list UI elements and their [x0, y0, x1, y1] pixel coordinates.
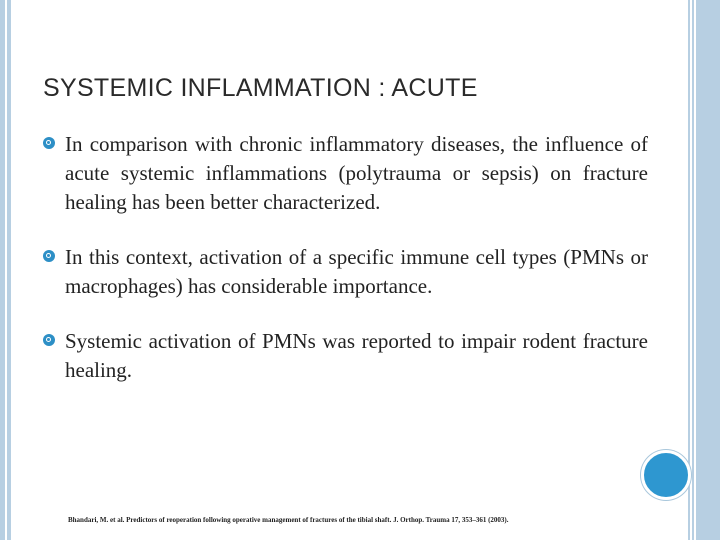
decorative-circle [641, 450, 691, 500]
bullet-list [43, 130, 648, 411]
left-frame-border [0, 0, 11, 540]
bullet-item [43, 130, 648, 217]
reference-citation: Bhandari, M. et al. Predictors of reoperation following operative management of fractures of the tibial shaft. J. Orthop. Trauma 17, 353–361 (2003). [68, 516, 509, 524]
bullet-text: In comparison with chronic inflammatory diseases, the influence of acute systemic inflammations (polytrauma or sepsis) on fracture healing has been better characterized. [65, 132, 648, 214]
circle-bullet-icon [43, 250, 55, 262]
bullet-item [43, 243, 648, 301]
bullet-item [43, 327, 648, 385]
slide-title: SYSTEMIC INFLAMMATION : ACUTE [43, 74, 478, 102]
bullet-text: Systemic activation of PMNs was reported to impair rodent fracture healing. [65, 329, 648, 382]
right-frame-border [684, 0, 720, 540]
circle-bullet-icon [43, 334, 55, 346]
bullet-text: In this context, activation of a specific immune cell types (PMNs or macrophages) has considerable importance. [65, 245, 648, 298]
circle-bullet-icon [43, 137, 55, 149]
